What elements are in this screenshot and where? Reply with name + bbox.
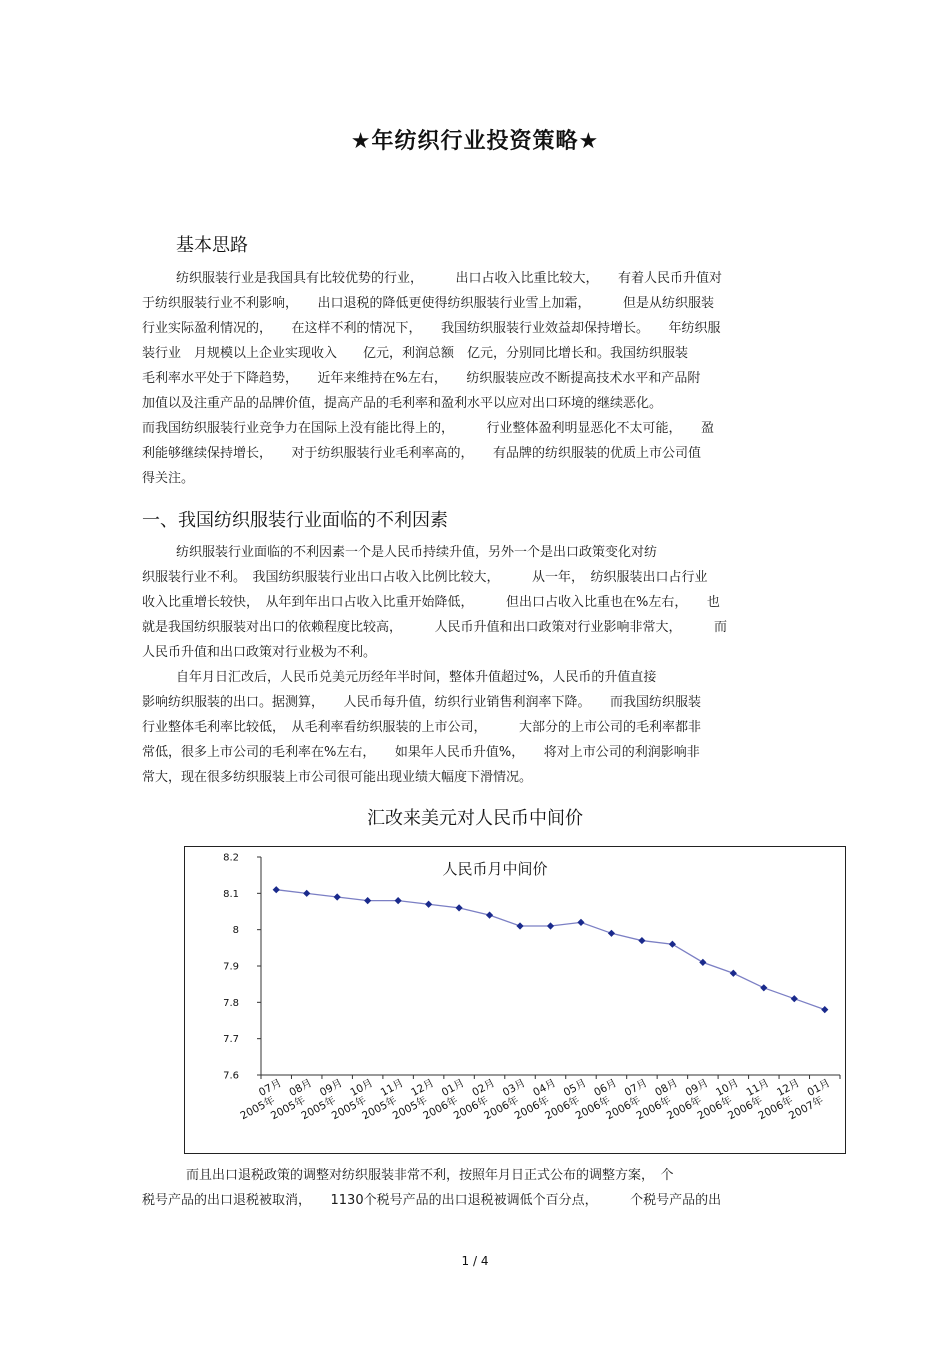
- data-point: [334, 893, 341, 900]
- x-tick-year: 2006年: [695, 1094, 735, 1123]
- x-tick-year: 2006年: [512, 1094, 552, 1123]
- x-tick-year: 2006年: [543, 1094, 582, 1123]
- text-line: 常大，现在很多纺织服装上市公司很可能出现业绩大幅度下滑情况。: [142, 770, 533, 785]
- data-point: [425, 901, 432, 908]
- x-tick-month: 03月: [500, 1077, 528, 1099]
- x-tick-month: 10月: [348, 1077, 376, 1099]
- x-tick-month: 05月: [561, 1077, 589, 1099]
- text-line: 行业整体毛利率比较低， 从毛利率看纺织服装的上市公司， 大部分的上市公司的毛利率都非: [142, 720, 702, 735]
- x-tick-month: 01月: [439, 1077, 467, 1099]
- section-heading-1: 一、我国纺织服装行业面临的不利因素: [142, 510, 448, 531]
- text-line: 得关注。: [142, 471, 195, 486]
- x-tick-month: 08月: [287, 1077, 315, 1099]
- text-line: 毛利率水平处于下降趋势， 近年来维持在%左右， 纺织服装应改不断提高技术水平和产品附: [142, 371, 701, 386]
- x-tick-month: 02月: [470, 1077, 497, 1099]
- x-tick-year: 2005年: [238, 1094, 277, 1123]
- x-tick-month: 11月: [744, 1077, 772, 1099]
- text-line: 影响纺织服装的出口。据测算， 人民币每升值，纺织行业销售利润率下降。 而我国纺织服装: [142, 695, 702, 710]
- document-title: ★年纺织行业投资策略★: [350, 129, 600, 154]
- data-point: [455, 904, 462, 911]
- x-tick-year: 2005年: [360, 1094, 399, 1123]
- x-tick-year: 2006年: [573, 1094, 613, 1123]
- x-tick-year: 2005年: [299, 1094, 338, 1123]
- x-tick-month: 09月: [317, 1077, 345, 1099]
- chart-caption: 汇改来美元对人民币中间价: [367, 808, 583, 829]
- section-heading-basic: 基本思路: [176, 235, 248, 256]
- x-tick-month: 11月: [378, 1077, 406, 1099]
- data-point: [547, 922, 554, 929]
- y-tick-label: 7.7: [223, 1034, 239, 1046]
- series-line: [276, 890, 825, 1010]
- y-tick-label: 8: [232, 925, 239, 937]
- data-point: [638, 937, 645, 944]
- x-tick-month: 12月: [774, 1077, 802, 1099]
- x-tick-month: 06月: [592, 1077, 619, 1099]
- x-tick-year: 2006年: [604, 1094, 643, 1123]
- text-line: 纺织服装行业面临的不利因素一个是人民币持续升值，另外一个是出口政策变化对纺: [176, 545, 658, 560]
- text-line: 纺织服装行业是我国具有比较优势的行业， 出口占收入比重比较大， 有着人民币升值对: [176, 271, 723, 286]
- x-tick-month: 08月: [653, 1077, 680, 1099]
- x-tick-year: 2005年: [390, 1094, 430, 1123]
- x-tick-year: 2007年: [786, 1094, 826, 1123]
- x-tick-month: 10月: [714, 1077, 741, 1099]
- x-tick-month: 01月: [805, 1077, 833, 1099]
- x-tick-month: 07月: [256, 1077, 284, 1099]
- data-markers: [273, 886, 829, 1013]
- x-tick-year: 2005年: [329, 1094, 369, 1123]
- text-line: 就是我国纺织服装对出口的依赖程度比较高， 人民币升值和出口政策对行业影响非常大， 而: [142, 620, 728, 635]
- x-ticks: [233, 1075, 840, 1122]
- text-line: 加值以及注重产品的品牌价值，提高产品的毛利率和盈利水平以应对出口环境的继续恶化。: [142, 396, 663, 411]
- text-line: 利能够继续保持增长， 对于纺织服装行业毛利率高的， 有品牌的纺织服装的优质上市公司值: [142, 446, 702, 461]
- data-point: [791, 995, 798, 1002]
- data-point: [760, 984, 767, 991]
- data-point: [486, 912, 493, 919]
- x-tick-year: 2006年: [756, 1094, 795, 1123]
- y-tick-label: 7.9: [223, 961, 239, 973]
- x-tick-year: 2006年: [421, 1094, 460, 1123]
- text-line: 行业实际盈利情况的， 在这样不利的情况下， 我国纺织服装行业效益却保持增长。 年纺织服: [142, 321, 721, 336]
- rate-chart-frame: [184, 846, 846, 1154]
- text-line: 收入比重增长较快， 从年到年出口占收入比重开始降低， 但出口占收入比重也在%左右， 也: [142, 595, 720, 610]
- x-tick-year: 2006年: [482, 1094, 521, 1123]
- text-line: 而我国纺织服装行业竞争力在国际上没有能比得上的， 行业整体盈利明显恶化不太可能， 盈: [142, 421, 715, 436]
- y-tick-label: 7.8: [223, 997, 239, 1009]
- x-tick-month: 09月: [683, 1077, 711, 1099]
- text-line: 织服装行业不利。 我国纺织服装行业出口占收入比例比较大， 从一年， 纺织服装出口占行业: [142, 570, 708, 585]
- chart-inner-title: 人民币月中间价: [442, 860, 548, 878]
- x-tick-month: 12月: [409, 1077, 437, 1099]
- page-number: 1 / 4: [461, 1254, 489, 1268]
- x-tick-year: 2006年: [725, 1094, 765, 1123]
- data-point: [608, 930, 615, 937]
- data-point: [364, 897, 371, 904]
- x-tick-year: 2006年: [451, 1094, 491, 1123]
- data-point: [669, 941, 676, 948]
- text-line: 自年月日汇改后，人民币兑美元历经年半时间，整体升值超过%，人民币的升值直接: [176, 670, 657, 685]
- y-tick-label: 8.2: [223, 852, 239, 864]
- text-line: 税号产品的出口退税被取消， 1130个税号产品的出口退税被调低个百分点， 个税号产品的出: [142, 1193, 722, 1208]
- x-tick-year: 2006年: [665, 1094, 704, 1123]
- data-point: [395, 897, 402, 904]
- text-line: 常低，很多上市公司的毛利率在%左右， 如果年人民币升值%， 将对上市公司的利润影响非: [142, 745, 700, 760]
- data-point: [303, 890, 310, 897]
- y-tick-label: 7.6: [223, 1070, 239, 1082]
- text-line: 人民币升值和出口政策对行业极为不利。: [142, 645, 377, 660]
- data-point: [273, 886, 280, 893]
- data-point: [577, 919, 584, 926]
- x-tick-month: 04月: [531, 1077, 558, 1099]
- text-line: 装行业 月规模以上企业实现收入 亿元，利润总额 亿元，分别同比增长和。我国纺织服装: [142, 346, 689, 361]
- x-tick-year: 2006年: [634, 1094, 674, 1123]
- data-point: [821, 1006, 828, 1013]
- y-tick-label: 8.1: [223, 888, 239, 900]
- y-ticks: [223, 853, 261, 1082]
- text-line: 而且出口退税政策的调整对纺织服装非常不利，按照年月日正式公布的调整方案， 个: [186, 1168, 674, 1183]
- x-tick-month: 07月: [622, 1077, 650, 1099]
- data-point: [699, 959, 706, 966]
- text-line: 于纺织服装行业不利影响， 出口退税的降低更使得纺织服装行业雪上加霜， 但是从纺织服装: [142, 296, 715, 311]
- rate-line-chart: [185, 847, 847, 1155]
- data-point: [730, 970, 737, 977]
- data-point: [516, 922, 523, 929]
- x-tick-year: 2005年: [268, 1094, 308, 1123]
